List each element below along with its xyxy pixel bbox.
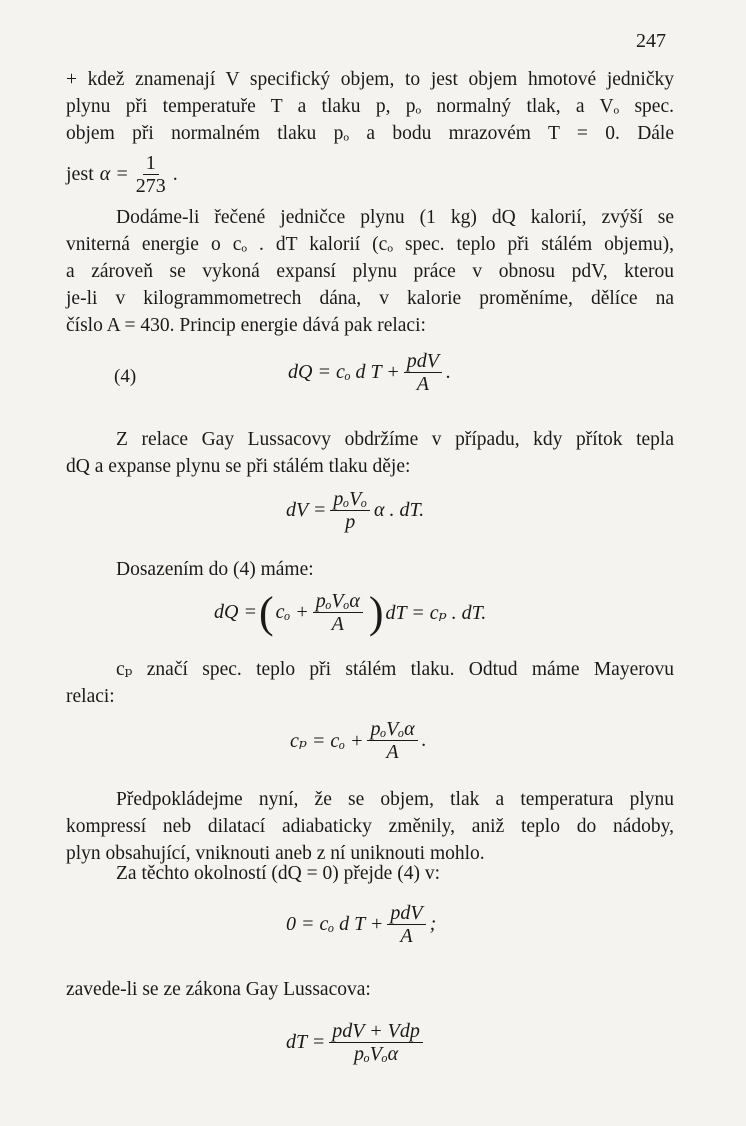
equation-rhs: dT = cₚ . dT. (385, 602, 487, 624)
paragraph-law (66, 976, 674, 1003)
text-line: cₚ značí spec. teplo při stálém tlaku. Odtud máme Mayerovu (116, 659, 674, 680)
paragraph-conditions (66, 860, 674, 887)
equation-4 (288, 350, 451, 395)
paragraph-gay-lussac (66, 426, 674, 480)
equation-dt (286, 1020, 427, 1065)
equation-lhs: dV = (286, 499, 327, 521)
fraction-numerator: pₒVₒ (330, 488, 370, 511)
fraction-denominator: p (345, 511, 356, 533)
equation-lhs: 0 = cₒ d T + (286, 913, 384, 935)
text-line: + kdež znamenají V specifický objem, to jest objem hmotové jedničky (66, 69, 674, 90)
alpha-fraction (133, 152, 169, 197)
equation-adiabatic (286, 902, 436, 947)
equation-fraction (313, 590, 363, 635)
paragraph-energy (66, 204, 674, 339)
fraction-denominator: A (386, 741, 399, 763)
equation-number: (4) (114, 366, 137, 387)
fraction-denominator: A (331, 613, 344, 635)
equation-fraction (330, 488, 370, 533)
equation-fraction (329, 1020, 423, 1065)
paragraph-definitions (66, 66, 674, 147)
left-paren: ( (258, 587, 274, 637)
text-line: Dosazením do (4) máme: (116, 559, 314, 580)
text-line: objem při normalném tlaku pₒ a bodu mrazovém T = 0. Dále (66, 123, 674, 144)
paragraph-adiabatic (66, 786, 674, 867)
equation-fraction (387, 902, 425, 947)
fraction-numerator: pₒVₒα (367, 718, 417, 741)
equation-mayer (290, 718, 427, 763)
paragraph-mayer (66, 656, 674, 710)
text-line: kompressí neb dilatací adiabaticky změnily, aniž teplo do nádoby, (66, 816, 674, 837)
text-line: je-li v kilogrammometrech dána, v kalorie proměníme, dělíce na (66, 288, 674, 309)
fraction-denominator: 273 (135, 175, 166, 197)
text-line: vniterná energie o cₒ . dT kalorií (cₒ spec. teplo při stálém objemu), (66, 234, 674, 255)
text-line: plyn obsahující, vniknouti aneb z ní uniknouti mohlo. (66, 843, 485, 864)
alpha-definition: jest α = $\frac{1}{273}$ . (66, 152, 178, 197)
equation-term: cₒ + (275, 601, 309, 623)
text-line: Z relace Gay Lussacovy obdržíme v případu, kdy přítok tepla (116, 429, 674, 450)
equation-dv (286, 488, 424, 533)
fraction-numerator: pdV (387, 902, 425, 925)
text-line: plynu při temperatuře T a tlaku p, pₒ normalný tlak, a Vₒ spec. (66, 96, 674, 117)
jest-word: jest (66, 163, 94, 185)
text-line: Za těchto okolností (dQ = 0) přejde (4) v: (116, 863, 440, 884)
equation-fraction (367, 718, 417, 763)
text-line: Dodáme-li řečené jedničce plynu (1 kg) dQ kalorií, zvýší se (116, 207, 674, 228)
fraction-numerator: pₒVₒα (313, 590, 363, 613)
equation-lhs: dQ = (214, 601, 257, 623)
fraction-numerator: 1 (143, 152, 159, 175)
text-line: číslo A = 430. Princip energie dává pak relaci: (66, 315, 426, 336)
fraction-denominator: pₒVₒα (353, 1043, 399, 1065)
equation-rhs: α . dT. (374, 499, 425, 521)
text-line: Předpokládejme nyní, že se objem, tlak a temperatura plynu (116, 789, 674, 810)
fraction-denominator: A (400, 925, 413, 947)
equation-lhs: cₚ = cₒ + (290, 730, 364, 752)
right-paren: ) (368, 587, 384, 637)
equation-dq (214, 587, 487, 637)
equation-punct: ; (429, 913, 437, 935)
alpha-eq: α = (99, 163, 129, 185)
text-line: zavede-li se ze zákona Gay Lussacova: (66, 979, 371, 1000)
text-line: a zároveň se vykoná expansí plynu práce v obnosu pdV, kterou (66, 261, 674, 282)
equation-fraction (404, 350, 442, 395)
paragraph-substitution (66, 556, 674, 583)
equation-punct: . (421, 729, 427, 751)
fraction-numerator: pdV + Vdp (329, 1020, 423, 1043)
fraction-denominator: A (416, 373, 430, 395)
text-line: relaci: (66, 686, 115, 707)
equation-punct: . (446, 361, 452, 383)
equation-lhs: dQ = cₒ d T + (288, 361, 400, 383)
fraction-numerator: pdV (404, 350, 442, 373)
text-line: dQ a expanse plynu se při stálém tlaku děje: (66, 456, 411, 477)
page-number: 247 (636, 30, 666, 52)
equation-lhs: dT = (286, 1031, 326, 1053)
